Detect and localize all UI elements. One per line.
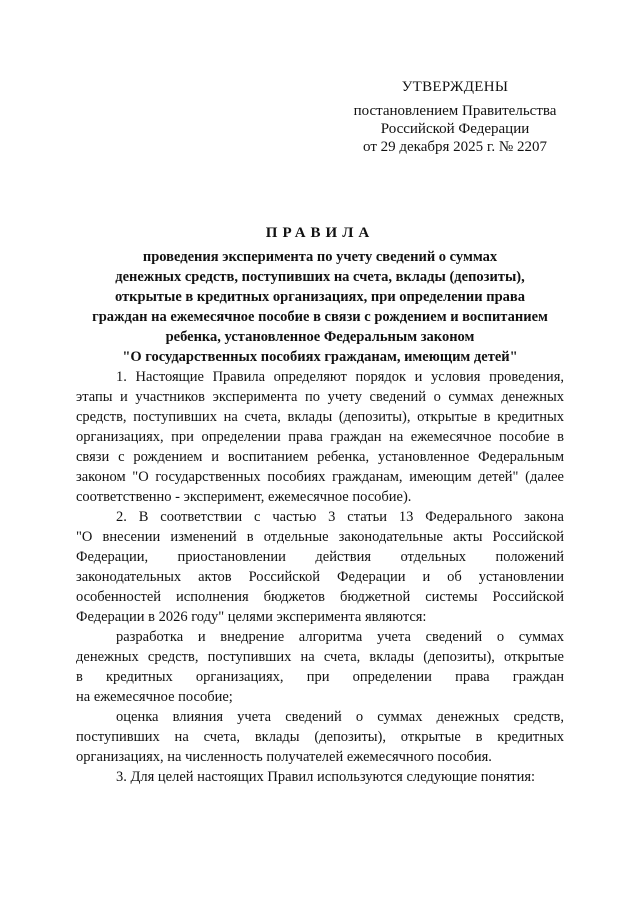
paragraph-1-line: средств, поступивших на счета, вклады (депозиты), открытые в кредитных [76,409,564,425]
paragraph-2-line: законодательных актов Российской Федерации и об установлении [76,569,564,585]
goal-2-line: оценка влияния учета сведений о суммах денежных средств, [116,709,564,725]
subtitle-line: граждан на ежемесячное пособие в связи с рождением и воспитанием [92,309,548,325]
approval-line: постановлением Правительства [353,103,557,119]
document-title: ПРАВИЛА [265,225,375,241]
goal-1-line: в кредитных организациях, при определении права граждан [76,669,564,685]
paragraph-3-line: 3. Для целей настоящих Правил используются следующие понятия: [116,769,536,785]
document-subtitle [60,247,580,367]
goal-2-line: поступивших на счета, вклады (депозиты), открытые в кредитных [76,729,564,745]
paragraph-1-line: организациях, при определении права граждан на ежемесячное пособие в [76,429,564,445]
subtitle-line: открытые в кредитных организациях, при определении права [115,289,525,305]
document-body [76,367,564,787]
paragraph-2-line: Федерации в 2026 году" целями эксперимента являются: [76,609,427,625]
paragraph-2-line: "О внесении изменений в отдельные законодательные акты Российской [76,529,564,545]
approval-line: от 29 декабря 2025 г. № 2207 [363,139,547,155]
goal-1-line: разработка и внедрение алгоритма учета сведений о суммах [116,629,564,645]
paragraph-2-line: 2. В соответствии с частью 3 статьи 13 Федерального закона [116,509,564,525]
subtitle-line: денежных средств, поступивших на счета, вклады (депозиты), [115,269,525,285]
goal-1-line: денежных средств, поступивших на счета, вклады (депозиты), открытые [76,649,564,665]
paragraph-1-line: соответственно - эксперимент, ежемесячное пособие). [76,489,412,505]
paragraph-2-line: Федерации, приостановлении действия отдельных положений [76,549,564,565]
approval-header: УТВЕРЖДЕНЫ [401,79,509,95]
goal-1-line: на ежемесячное пособие; [76,689,233,705]
approval-line: Российской Федерации [380,121,530,137]
subtitle-line: ребенка, установленное Федеральным законом [165,329,475,345]
goal-2-line: организациях, на численность получателей ежемесячного пособия. [76,749,492,765]
paragraph-1-line: связи с рождением и воспитанием ребенка, установленное Федеральным [76,449,564,465]
subtitle-line: "О государственных пособиях гражданам, имеющим детей" [122,349,518,365]
paragraph-1-line: 1. Настоящие Правила определяют порядок и условия проведения, [116,369,564,385]
approval-block [330,78,580,156]
paragraph-1-line: этапы и участников эксперимента по учету сведений о суммах денежных [76,389,564,405]
subtitle-line: проведения эксперимента по учету сведений о суммах [142,249,498,265]
paragraph-1-line: законом "О государственных пособиях гражданам, имеющим детей" (далее [76,469,564,485]
paragraph-2-line: особенностей исполнения бюджетов бюджетной системы Российской [76,589,564,605]
